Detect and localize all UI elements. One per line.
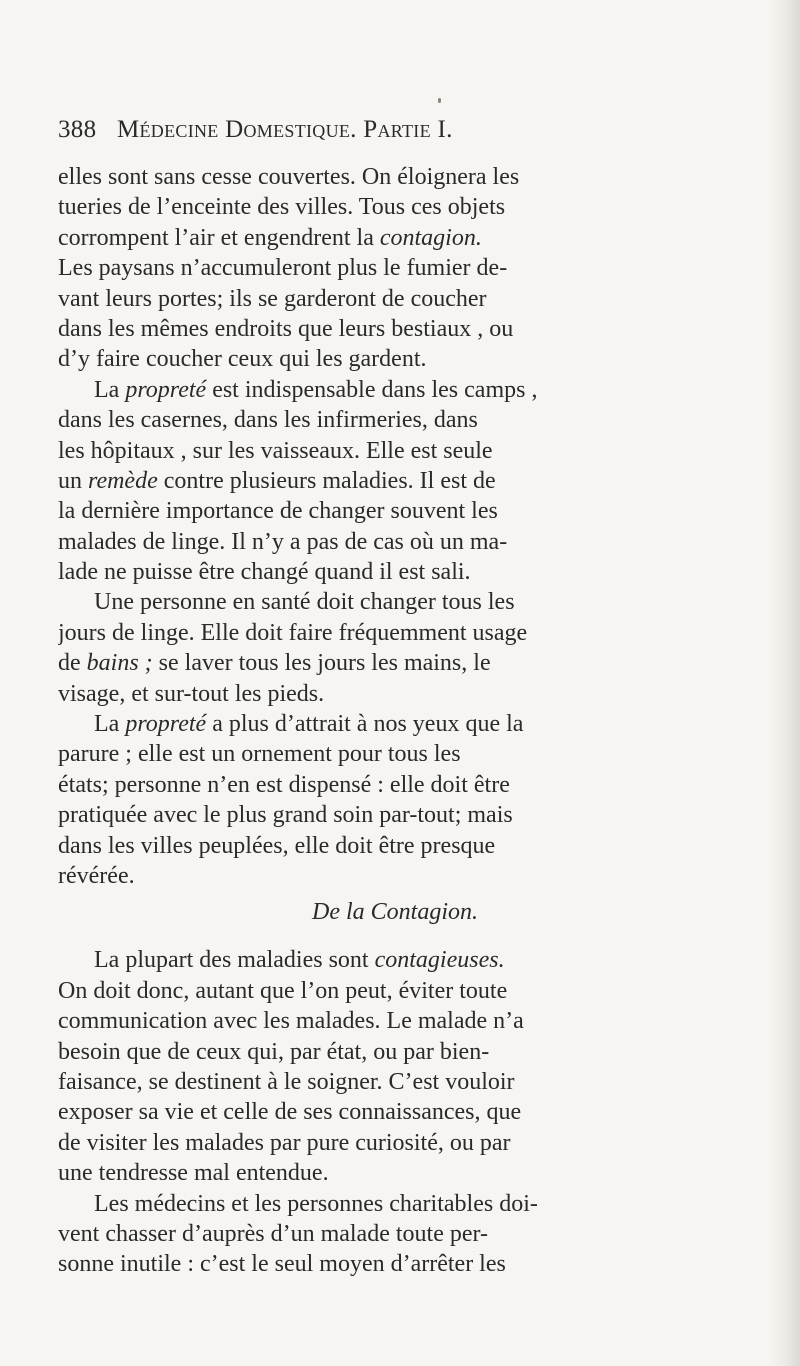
text-line: jours de linge. Elle doit faire fréquemment usage [58, 619, 528, 646]
text-line: de visiter les malades par pure curiosité, ou par [58, 1129, 511, 1156]
text-line: Les paysans n’accumuleront plus le fumier de- [58, 255, 508, 282]
italic-term: contagion. [379, 224, 482, 251]
text-line: La propreté est indispensable dans les camps , [94, 376, 538, 403]
text-line: une tendresse mal entendue. [58, 1160, 329, 1187]
text-line: malades de linge. Il n’y a pas de cas où un ma- [58, 528, 508, 555]
text-line: elles sont sans cesse couvertes. On éloignera les [58, 164, 520, 190]
text-line: La propreté a plus d’attrait à nos yeux que la [94, 711, 524, 738]
text-line: états; personne n’en est dispensé : elle doit être [58, 771, 510, 798]
text-line: vant leurs portes; ils se garderont de coucher [58, 285, 487, 312]
text-line: La plupart des maladies sont contagieuses. [94, 947, 505, 974]
text-line: vent chasser d’auprès d’un malade toute per- [58, 1220, 489, 1247]
text-line: communication avec les malades. Le malade n’a [58, 1008, 524, 1035]
text-line: un remède contre plusieurs maladies. Il est de [58, 467, 496, 494]
text-line: lade ne puisse être changé quand il est sali. [58, 559, 471, 586]
text-line: exposer sa vie et celle de ses connaissances, que [58, 1099, 522, 1126]
text-line: la dernière importance de changer souvent les [58, 498, 498, 525]
text-line: corrompent l’air et engendrent la contagion. [58, 224, 482, 251]
text-line: révérée. [58, 862, 135, 889]
italic-term: contagieuses. [374, 947, 505, 974]
page-number: 388 [58, 116, 97, 143]
italic-term: bains ; [86, 650, 153, 677]
text-line: sonne inutile : c’est le seul moyen d’arrêter les [58, 1251, 506, 1278]
text-line: visage, et sur-tout les pieds. [58, 680, 325, 707]
italic-term: remède [88, 467, 158, 494]
section-gap [58, 933, 780, 945]
ink-speck [438, 98, 441, 103]
text-line: les hôpitaux , sur les vaisseaux. Elle est seule [58, 437, 493, 464]
text-line: d’y faire coucher ceux qui les gardent. [58, 346, 427, 373]
text-line: de bains ; se laver tous les jours les mains, le [58, 650, 491, 677]
text-line: parure ; elle est un ornement pour tous les [58, 741, 461, 768]
text-line: dans les mêmes endroits que leurs bestiaux , ou [58, 315, 514, 342]
text-line: On doit donc, autant que l’on peut, éviter toute [58, 977, 508, 1004]
section-heading: De la Contagion. [312, 899, 478, 926]
text-line: besoin que de ceux qui, par état, ou par bien- [58, 1038, 490, 1065]
running-header [58, 116, 768, 144]
text-line: tueries de l’enceinte des villes. Tous ces objets [58, 194, 506, 221]
text-line: Une personne en santé doit changer tous les [94, 589, 515, 616]
text-line: Les médecins et les personnes charitables doi- [94, 1190, 538, 1217]
text-line: dans les casernes, dans les infirmeries, dans [58, 407, 478, 434]
text-line: dans les villes peuplées, elle doit être presque [58, 832, 496, 859]
body-text [58, 162, 780, 1280]
italic-term: propreté [125, 376, 207, 403]
text-line: pratiquée avec le plus grand soin par-tout; mais [58, 802, 513, 829]
running-title: Médecine Domestique. Partie I. [116, 116, 453, 143]
text-line: faisance, se destinent à le soigner. C’est vouloir [58, 1068, 515, 1095]
italic-term: propreté [125, 711, 207, 738]
